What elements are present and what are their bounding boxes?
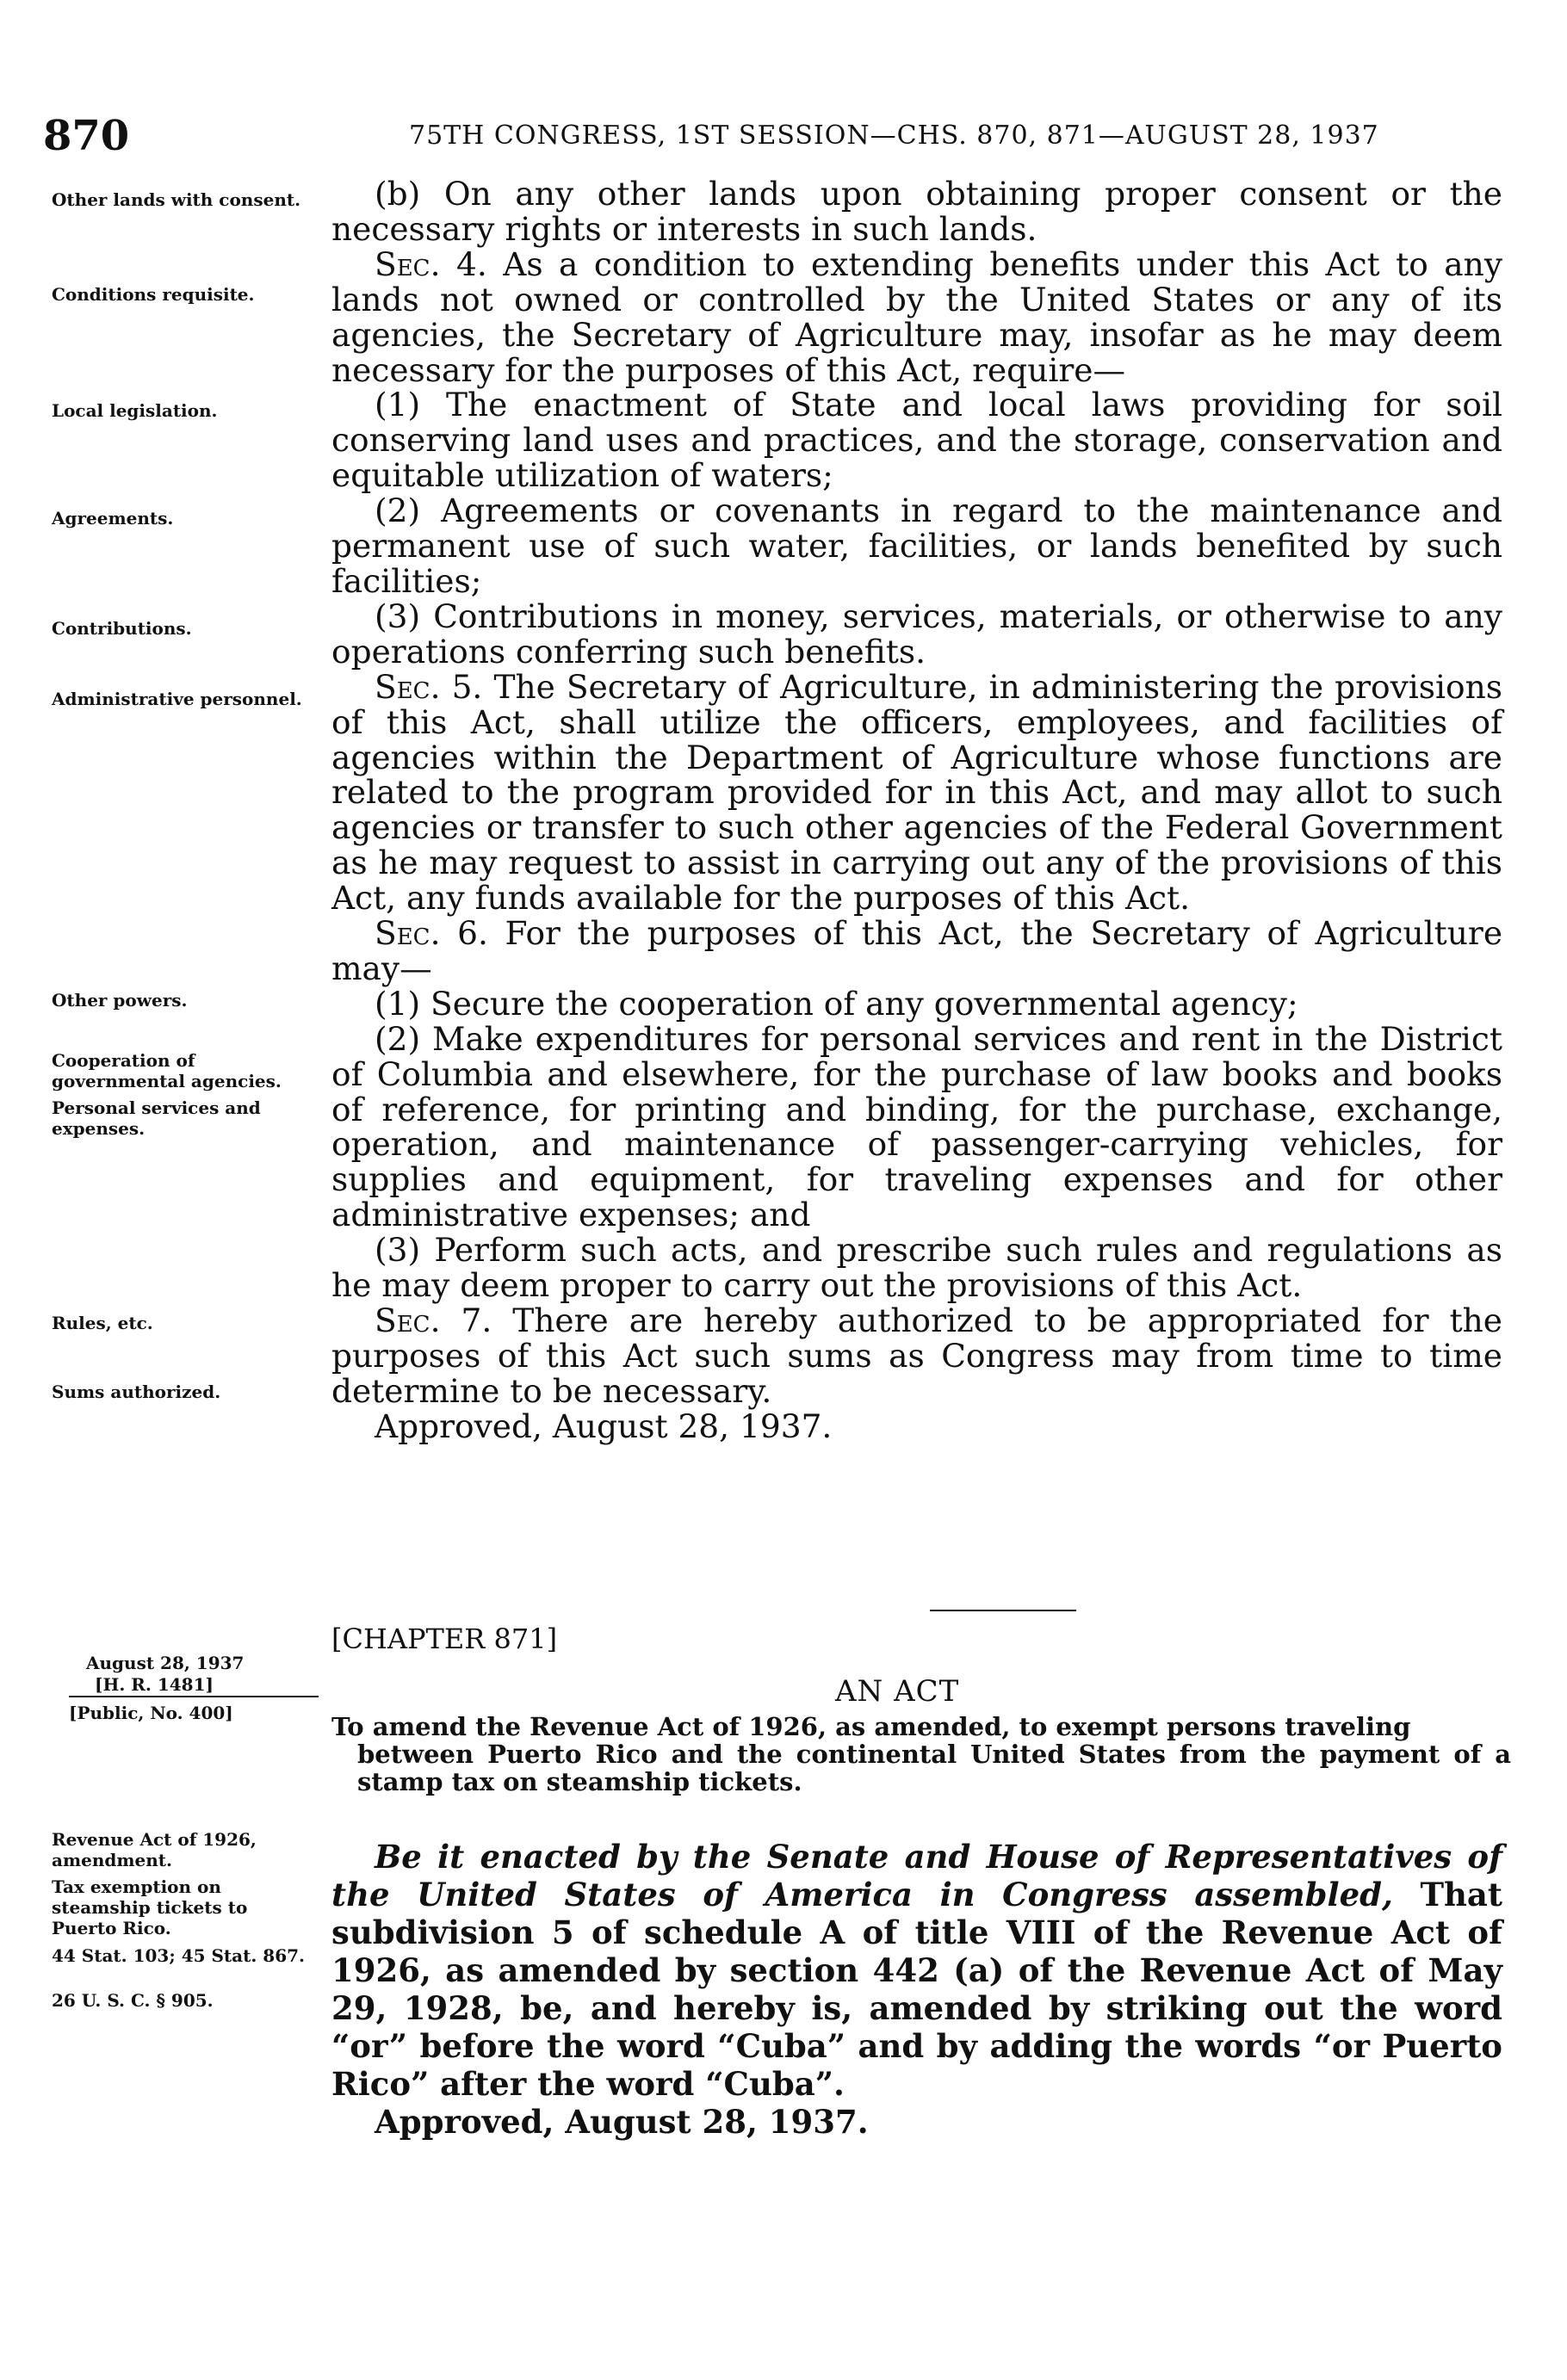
margin-note-revenue-act: Revenue Act of 1926, amendment.	[52, 1829, 257, 1870]
act-title: AN ACT	[835, 1674, 960, 1709]
margin-note-bill: [H. R. 1481]	[95, 1674, 214, 1695]
section-rule	[930, 1610, 1076, 1611]
margin-note-other-powers: Other powers.	[52, 990, 188, 1011]
sec-4-text: As a condition to extending benefits under this Act to any lands not owned or controlled by the United States or any of its agencies, the Secretary of Agriculture may, insofar as he may deem necessary for the purposes of this Act, require—	[331, 244, 1503, 389]
margin-note-local-legislation: Local legislation.	[52, 400, 218, 421]
sec-4-item-2: (2) Agreements or covenants in regard to the maintenance and permanent use of such water, facilities, or lands benefited by such facilities;	[331, 491, 1502, 600]
approved-ch871: Approved, August 28, 1937.	[375, 2103, 869, 2141]
para-b: (b) On any other lands upon obtaining proper consent or the necessary rights or interests in such lands.	[331, 175, 1502, 248]
sec-5-label: Sec. 5.	[375, 667, 483, 706]
margin-note-tax-exemption: Tax exemption on steamship tickets to Puerto Rico.	[52, 1876, 248, 1938]
margin-note-date: August 28, 1937	[86, 1653, 245, 1673]
margin-rule	[69, 1696, 319, 1697]
enacting-clause: Be it enacted by the Senate and House of Representatives of the United States of America in Congress assembled,	[331, 1838, 1502, 1913]
margin-note-agreements: Agreements.	[52, 508, 174, 529]
enacting-text: That subdivision 5 of schedule A of title VIII of the Revenue Act of 1926, as amended by section 442 (a) of the Revenue Act of May 29, 1928, be, and hereby is, amended by striking out the word “or” before the word “Cuba” and by adding the words “or Puerto Rico” after the word “Cuba”.	[331, 1876, 1502, 2103]
page-number: 870	[43, 112, 130, 160]
act-purpose-first-line: To amend the Revenue Act of 1926, as amended, to exempt persons traveling	[331, 1712, 1411, 1741]
margin-note-sums: Sums authorized.	[52, 1382, 221, 1402]
chapter-heading: [CHAPTER 871]	[331, 1623, 558, 1655]
margin-note-rules: Rules, etc.	[52, 1313, 153, 1333]
approved-ch870: Approved, August 28, 1937.	[375, 1406, 833, 1445]
sec-6	[331, 916, 1502, 986]
margin-note-stat-cite: 44 Stat. 103; 45 Stat. 867.	[52, 1945, 306, 1966]
page-header	[43, 112, 1524, 164]
sec-4-item-1: (1) The enactment of State and local laws providing for soil conserving land uses and practices, and the storage, conservation and equitable utilization of waters;	[331, 386, 1502, 495]
act-purpose	[331, 1713, 1511, 1796]
sec-7-label: Sec. 7.	[375, 1301, 492, 1339]
sec-7-text: There are hereby authorized to be appropriated for the purposes of this Act such sums as Congress may from time to time determine to be necessary.	[331, 1301, 1502, 1410]
margin-note-public-no: [Public, No. 400]	[69, 1703, 233, 1723]
sec-6-item-1: (1) Secure the cooperation of any governmental agency;	[375, 984, 1298, 1023]
sec-4-item-3: (3) Contributions in money, services, materials, or otherwise to any operations conferring such benefits.	[331, 597, 1502, 671]
main-text	[331, 176, 1502, 1444]
margin-note-other-lands: Other lands with consent.	[52, 189, 301, 210]
sec-7	[331, 1303, 1502, 1409]
sec-5-text: The Secretary of Agriculture, in administering the provisions of this Act, shall utilize the officers, employees, and facilities of agencies within the Department of Agriculture whose functions are related to the program provided for in this Act, and may allot to such agencies or transfer to such other agencies of the Federal Government as he may request to assist in carrying out any of the provisions of this Act, any funds available for the purposes of this Act.	[331, 667, 1503, 918]
margin-note-admin-personnel: Administrative personnel.	[52, 689, 302, 709]
sec-6-item-3: (3) Perform such acts, and prescribe such rules and regulations as he may deem proper to carry out the provisions of this Act.	[331, 1231, 1502, 1305]
margin-note-usc-cite: 26 U. S. C. § 905.	[52, 1990, 214, 2011]
chapter-871-text	[331, 1838, 1502, 2141]
enacting-paragraph	[331, 1838, 1502, 2103]
sec-6-label: Sec. 6.	[375, 914, 488, 953]
sec-6-item-2: (2) Make expenditures for personal services and rent in the District of Columbia and elsewhere, for the purchase of law books and books of reference, for printing and binding, for the purchase, exchange, operation, and maintenance of passenger-carrying vehicles, for supplies and equipment, for traveling expenses and for other administrative expenses; and	[331, 1019, 1502, 1234]
margin-note-contributions: Contributions.	[52, 618, 192, 639]
running-head: 75TH CONGRESS, 1ST SESSION—CHS. 870, 871—AUGUST 28, 1937	[409, 121, 1379, 151]
sec-4	[331, 244, 1503, 389]
sec-5	[331, 667, 1503, 918]
sec-4-label: Sec. 4.	[375, 244, 487, 283]
margin-note-personal-services: Personal services and expenses.	[52, 1097, 261, 1139]
act-purpose-rest: between Puerto Rico and the continental United States from the payment of a stamp tax on steamship tickets.	[357, 1740, 1511, 1796]
margin-note-cooperation: Cooperation of governmental agencies.	[52, 1050, 282, 1091]
sec-6-text: For the purposes of this Act, the Secretary of Agriculture may—	[331, 914, 1503, 987]
margin-note-conditions: Conditions requisite.	[52, 284, 255, 305]
